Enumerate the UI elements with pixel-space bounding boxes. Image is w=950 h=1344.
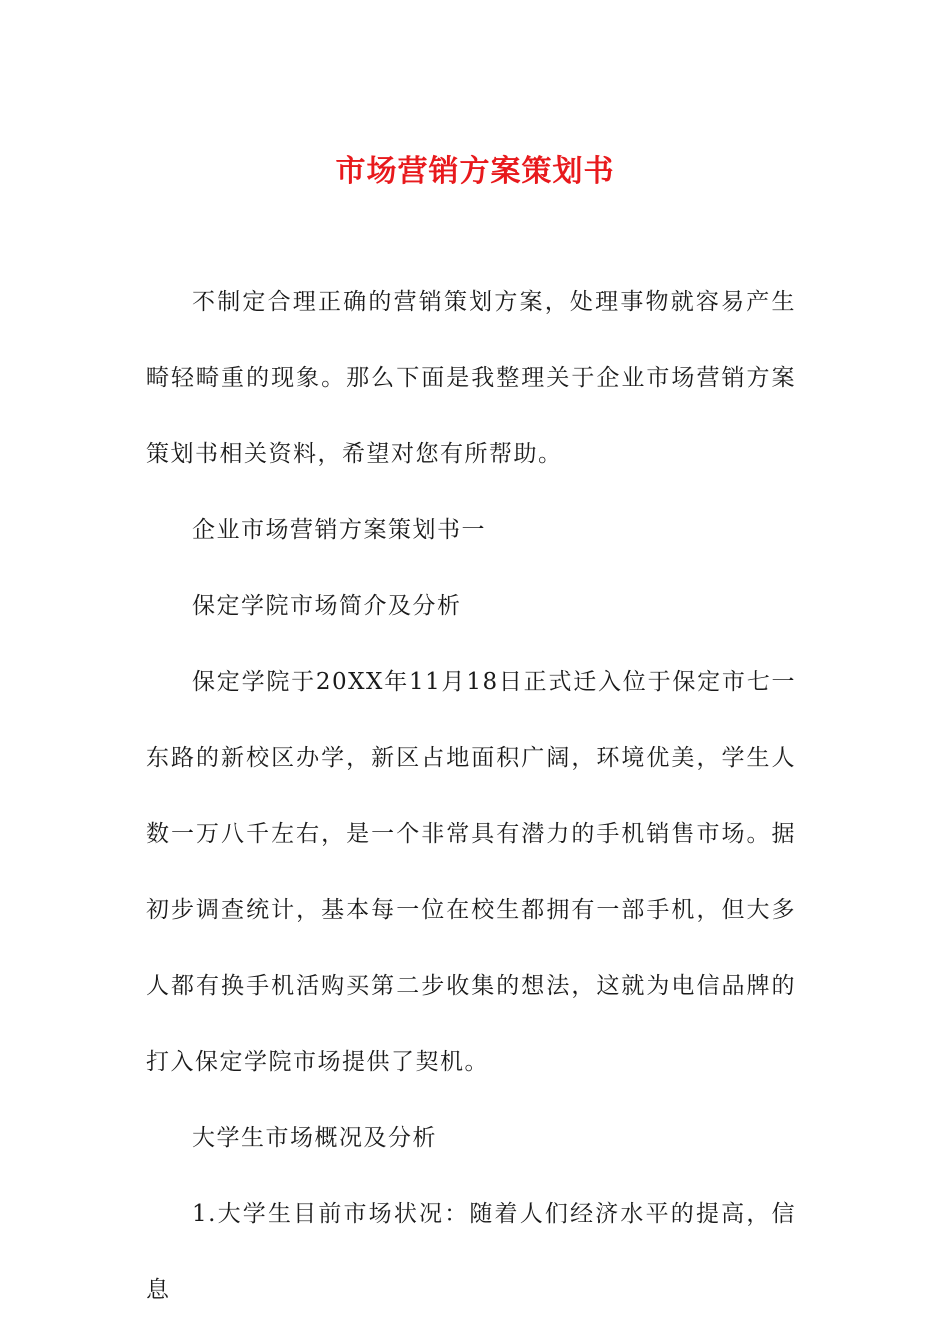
section-heading-student-market: 大学生市场概况及分析	[192, 1125, 437, 1151]
section-heading-plan-one: 企业市场营销方案策划书一	[192, 517, 486, 543]
intro-paragraph: 不制定合理正确的营销策划方案，处理事物就容易产生畸轻畸重的现象。那么下面是我整理关于企业市场营销方案策划书相关资料，希望对您有所帮助。	[146, 289, 796, 467]
market-intro-paragraph: 保定学院于20XX年11月18日正式迁入位于保定市七一东路的新校区办学，新区占地面积广阔，环境优美，学生人数一万八千左右，是一个非常具有潜力的手机销售市场。据初步调查统计，基本每一位在校生都拥有一部手机，但大多人都有换手机活购买第二步收集的想法，这就为电信品牌的打入保定学院市场提供了契机。	[146, 669, 796, 1075]
section-heading-market-intro: 保定学院市场简介及分析	[192, 593, 462, 619]
document-body	[146, 264, 796, 1328]
document-title: 市场营销方案策划书	[335, 154, 615, 189]
student-market-paragraph: 1.大学生目前市场状况：随着人们经济水平的提高，信息	[146, 1201, 796, 1303]
